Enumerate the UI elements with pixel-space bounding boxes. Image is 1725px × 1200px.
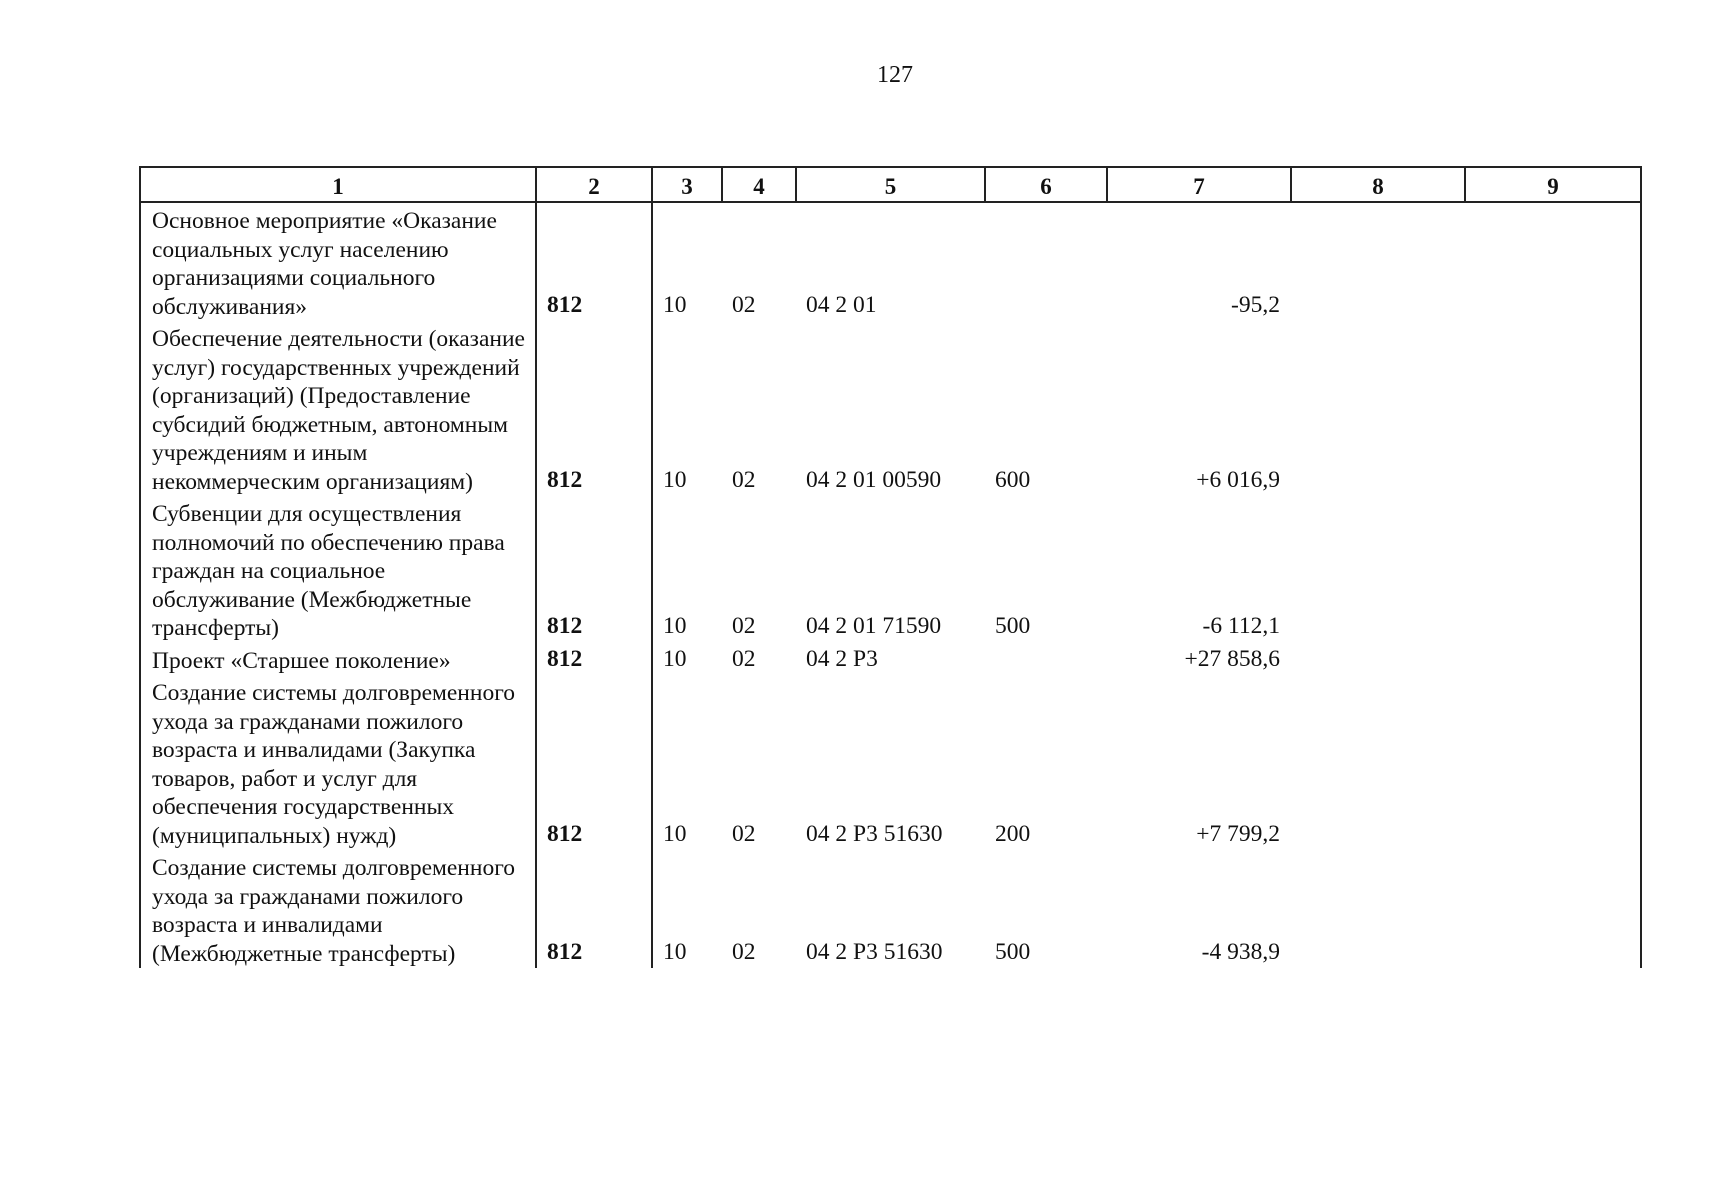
row-section: 10 [663, 820, 687, 847]
row-expense-type [985, 202, 1107, 321]
row-subsection: 02 [732, 645, 756, 672]
row-col9 [1465, 643, 1641, 676]
row-subsection: 02 [732, 466, 756, 493]
row-amount: -6 112,1 [1202, 613, 1280, 639]
row-name: Обеспечение деятельности (оказание услуг) государственных учреждений (организаций) (Предоставление субсидий бюджетным, автономным учреждениям и иным некоммерческим организациям) [140, 321, 536, 496]
row-target-code: 04 2 01 00590 [806, 466, 942, 493]
table-row [140, 675, 1641, 850]
row-section: 10 [663, 466, 687, 493]
row-amount: +6 016,9 [1196, 466, 1280, 493]
table-row [140, 850, 1641, 968]
column-header-8: 8 [1291, 167, 1465, 202]
page-number: 127 [877, 62, 913, 88]
row-target-code: 04 2 Р3 51630 [806, 820, 943, 847]
row-target-code: 04 2 Р3 51630 [806, 938, 943, 965]
table-row [140, 643, 1641, 676]
row-amount: +27 858,6 [1184, 645, 1280, 672]
row-expense-type: 600 [995, 466, 1031, 493]
row-amount: +7 799,2 [1196, 820, 1280, 847]
row-col8 [1291, 496, 1465, 643]
row-name: Создание системы долговременного ухода за гражданами пожилого возраста и инвалидами (Межбюджетные трансферты) [140, 850, 536, 968]
row-section: 10 [663, 938, 687, 965]
row-admin-code: 812 [536, 675, 652, 850]
row-col8 [1291, 202, 1465, 321]
row-expense-type: 500 [995, 613, 1031, 639]
row-admin-code: 812 [536, 321, 652, 496]
row-col8 [1291, 675, 1465, 850]
row-admin-code: 812 [536, 202, 652, 321]
row-col8 [1291, 321, 1465, 496]
row-col9 [1465, 850, 1641, 968]
column-header-1: 1 [140, 167, 536, 202]
row-col9 [1465, 675, 1641, 850]
column-header-5: 5 [796, 167, 985, 202]
row-name: Субвенции для осуществления полномочий по обеспечению права граждан на социальное обслуживание (Межбюджетные трансферты) [140, 496, 536, 643]
row-amount: -4 938,9 [1201, 938, 1280, 965]
table-header [140, 167, 1641, 202]
row-col8 [1291, 850, 1465, 968]
row-col9 [1465, 321, 1641, 496]
table-body [140, 202, 1641, 968]
column-header-4: 4 [722, 167, 796, 202]
row-amount: -95,2 [1231, 291, 1280, 318]
row-col9 [1465, 202, 1641, 321]
row-admin-code: 812 [536, 850, 652, 968]
row-admin-code: 812 [536, 643, 652, 676]
column-header-7: 7 [1107, 167, 1291, 202]
table-row [140, 321, 1641, 496]
row-name: Проект «Старшее поколение» [140, 643, 536, 676]
table-row [140, 496, 1641, 643]
table-row [140, 202, 1641, 321]
row-subsection: 02 [732, 613, 756, 639]
row-admin-code: 812 [536, 496, 652, 643]
row-subsection: 02 [732, 938, 756, 965]
row-target-code: 04 2 01 71590 [806, 613, 942, 639]
column-header-9: 9 [1465, 167, 1641, 202]
row-section: 10 [663, 291, 687, 318]
row-subsection: 02 [732, 291, 756, 318]
row-name: Создание системы долговременного ухода за гражданами пожилого возраста и инвалидами (Закупка товаров, работ и услуг для обеспечения государственных (муниципальных) нужд) [140, 675, 536, 850]
row-target-code: 04 2 01 [806, 291, 877, 318]
column-header-6: 6 [985, 167, 1107, 202]
row-col9 [1465, 496, 1641, 643]
row-section: 10 [663, 613, 687, 639]
row-name: Основное мероприятие «Оказание социальных услуг населению организациями социального обслуживания» [140, 202, 536, 321]
row-expense-type: 200 [995, 820, 1031, 847]
row-subsection: 02 [732, 820, 756, 847]
row-col8 [1291, 643, 1465, 676]
row-section: 10 [663, 645, 687, 672]
row-target-code: 04 2 Р3 [806, 645, 878, 672]
budget-table [139, 166, 1642, 968]
row-expense-type [985, 643, 1107, 676]
row-expense-type: 500 [995, 938, 1031, 965]
header-row [140, 167, 1641, 202]
column-header-3: 3 [652, 167, 722, 202]
column-header-2: 2 [536, 167, 652, 202]
budget-table-container [139, 166, 1640, 968]
